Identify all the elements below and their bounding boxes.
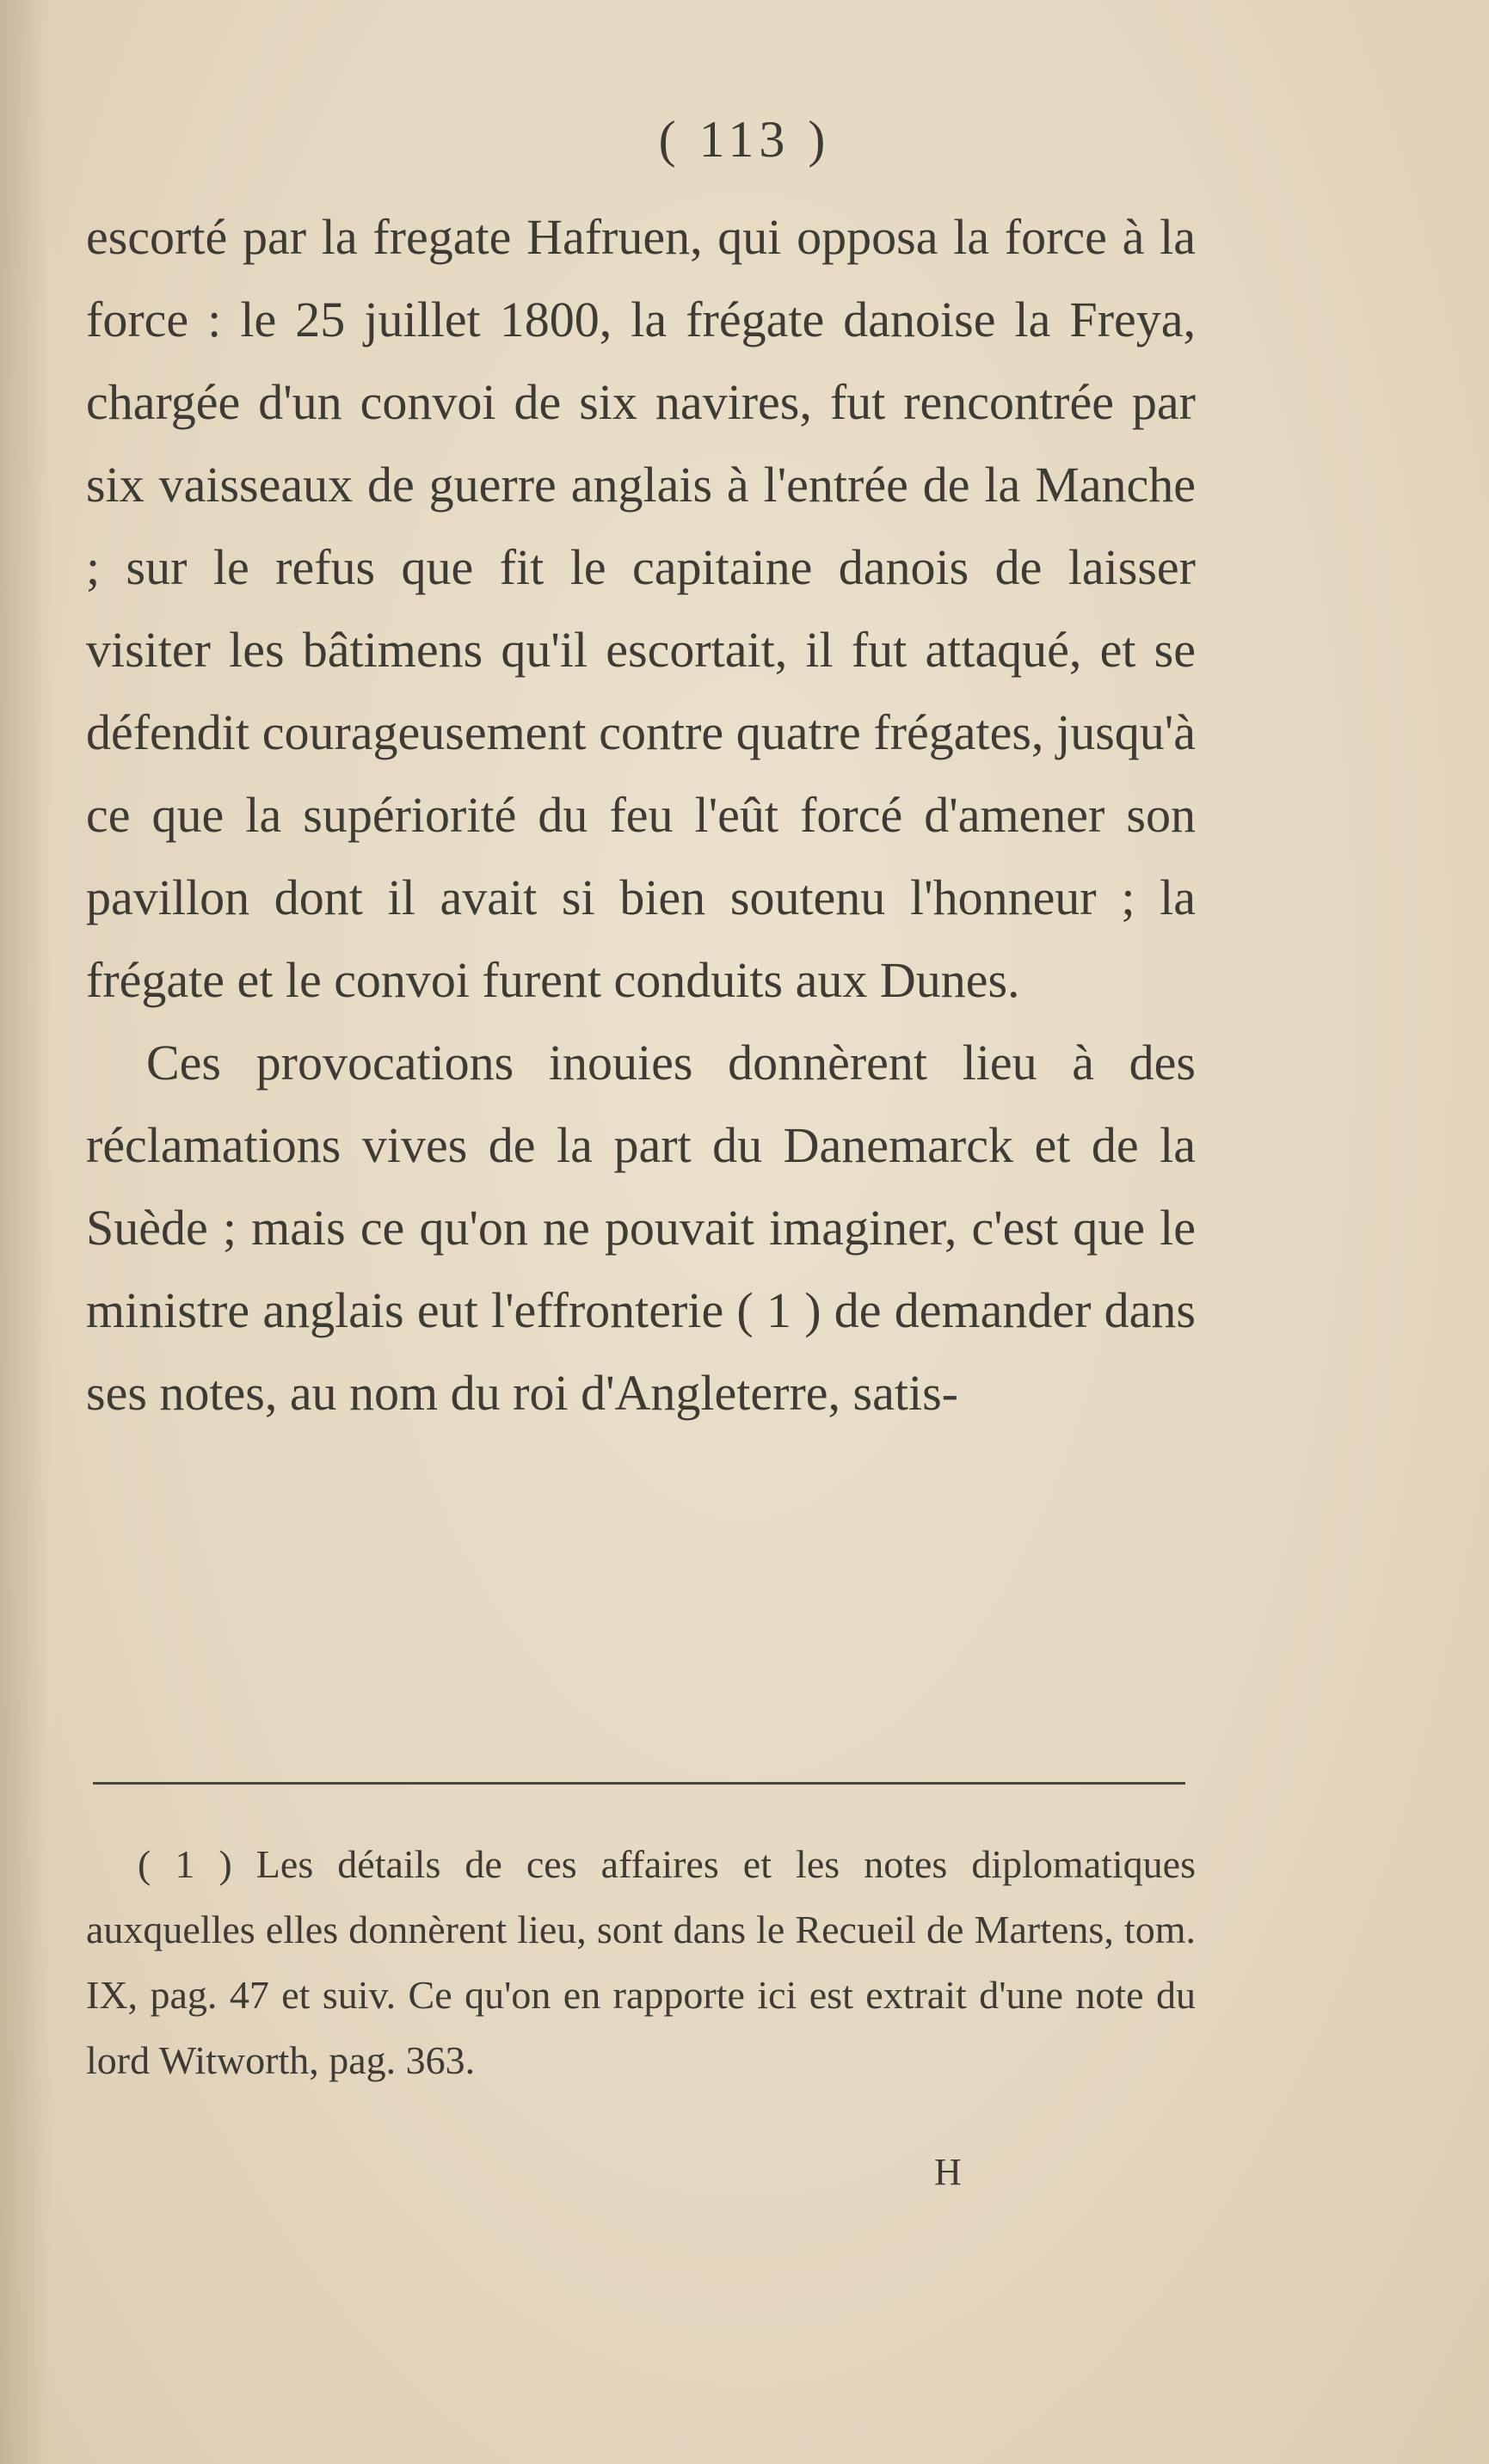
- page-gutter-shadow: [0, 0, 52, 2464]
- footnote-rule: [93, 1782, 1185, 1785]
- footnote-text: ( 1 ) Les détails de ces affaires et les notes diplomatiques auxquelles elles donnèrent lieu, sont dans le Recueil de Martens, tom. IX, pag. 47 et suiv. Ce qu'on en rapporte ici est extrait d'une note du lord Witworth, pag. 363.: [86, 1842, 1196, 2082]
- footnote: [86, 1832, 1196, 2093]
- signature-mark: H: [934, 2151, 962, 2193]
- paragraph-2: Ces provocations inouies donnèrent lieu à des réclamations vives de la part du Danemarck et de la Suède ; mais ce qu'on ne pouvait imaginer, c'est que le ministre anglais eut l'effronterie ( 1 ) de demander dans ses notes, au nom du roi d'Angleterre, satis-: [86, 1035, 1196, 1421]
- main-text: [86, 196, 1196, 1435]
- paragraph-1: escorté par la fregate Hafruen, qui opposa la force à la force : le 25 juillet 1800, la frégate danoise la Freya, chargée d'un convoi de six navires, fut rencontrée par six vaisseaux de guerre anglais à l'entrée de la Manche ; sur le refus que fit le capitaine danois de laisser visiter les bâtimens qu'il escortait, il fut attaqué, et se défendit courageusement contre quatre frégates, jusqu'à ce que la supériorité du feu l'eût forcé d'amener son pavillon dont il avait si bien soutenu l'honneur ; la frégate et le convoi furent conduits aux Dunes.: [86, 209, 1196, 1008]
- page-number-header: ( 113 ): [658, 111, 831, 168]
